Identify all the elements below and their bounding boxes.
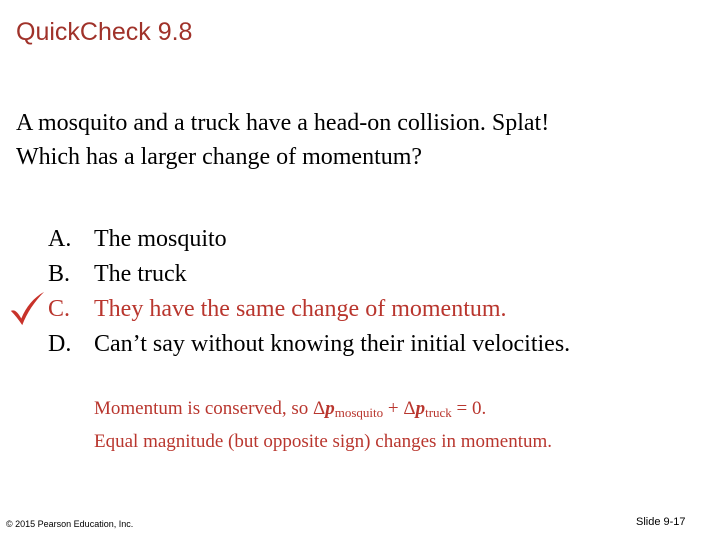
choice-letter: A. (48, 226, 72, 252)
subscript-truck: truck (425, 405, 452, 420)
explanation-line-1 (94, 394, 552, 427)
copyright: © 2015 Pearson Education, Inc. (6, 519, 134, 529)
explanation-line-2: Equal magnitude (but opposite sign) changes in momentum. (94, 431, 553, 452)
choice-letter: D. (48, 331, 72, 357)
plus-sign: + (383, 398, 404, 419)
choice-text: They have the same change of momentum. (94, 296, 507, 322)
slide-title: QuickCheck 9.8 (16, 18, 193, 46)
subscript-mosquito: mosquito (334, 405, 384, 420)
equals-zero: = 0. (451, 398, 487, 419)
check-mark-icon (8, 290, 46, 328)
choice-text: Can’t say without knowing their initial velocities. (94, 331, 571, 357)
choice-text: The truck (94, 261, 187, 287)
choice-letter: B. (48, 261, 71, 287)
explanation-prefix: Momentum is conserved, so (94, 398, 314, 419)
delta-symbol: Δ (403, 398, 416, 419)
slide-number: Slide 9-17 (636, 516, 686, 528)
momentum-symbol: p (325, 398, 335, 419)
question-text (16, 106, 706, 174)
question-line-1: A mosquito and a truck have a head-on collision. Splat! (16, 110, 550, 136)
momentum-symbol: p (415, 398, 426, 419)
choice-letter: C. (48, 296, 71, 322)
delta-symbol: Δ (313, 398, 326, 419)
question-line-2: Which has a larger change of momentum? (16, 144, 423, 170)
explanation (94, 394, 552, 456)
choice-text: The mosquito (94, 226, 227, 252)
